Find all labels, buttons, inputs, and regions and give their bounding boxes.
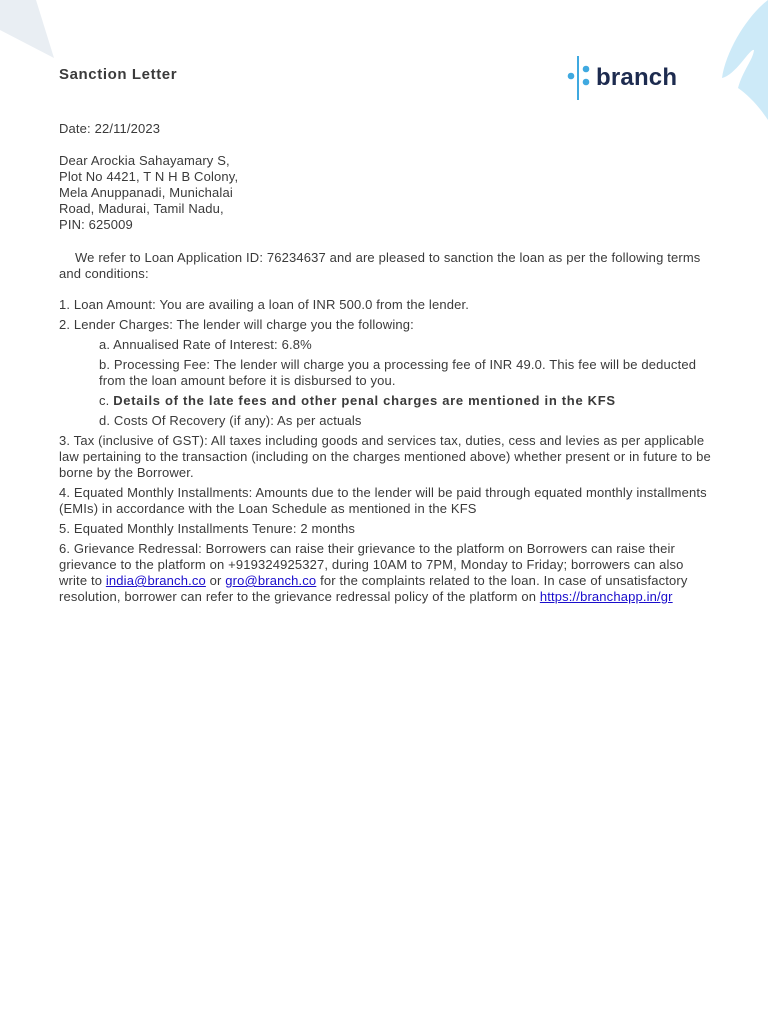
term-penal-prefix: c. [99, 393, 114, 408]
term-tax: 3. Tax (inclusive of GST): All taxes including goods and services tax, duties, cess and levies as per applicable law pertaining to the transaction (including on the charges mentioned above) whether present or in future to be borne by the Borrower. [59, 433, 711, 480]
page-title: Sanction Letter [59, 66, 178, 83]
term-penal-charges [59, 393, 712, 409]
address-line: Plot No 4421, T N H B Colony, [59, 169, 239, 184]
recipient-address [59, 153, 238, 233]
grievance-text: 6. Grievance Redressal: Borrowers can raise their grievance to the platform on Borrowers can raise their grievance to the platform on +919324925327, during 10AM to 7PM, Monday to Friday; borrowers can also write to [59, 541, 684, 588]
term-lender-charges: 2. Lender Charges: The lender will charge you the following: [59, 317, 414, 332]
branch-logo-icon [566, 56, 594, 100]
term-loan-amount: 1. Loan Amount: You are availing a loan of INR 500.0 from the lender. [59, 297, 470, 312]
grievance-or: or [205, 573, 226, 588]
address-line: Mela Anuppanadi, Munichalai [59, 185, 233, 200]
term-grievance [59, 541, 712, 605]
corner-decoration-right [708, 0, 768, 125]
term-recovery-costs: d. Costs Of Recovery (if any): As per actuals [99, 413, 362, 428]
address-line: Road, Madurai, Tamil Nadu, [59, 201, 224, 216]
term-interest-rate: a. Annualised Rate of Interest: 6.8% [99, 337, 312, 352]
grievance-policy-link[interactable]: https://branchapp.in/gr [539, 589, 673, 604]
grievance-text-cont: for the complaints related to the loan. In case of unsatisfactory resolution, borrower can refer to the grievance redressal policy of the platform on [59, 573, 688, 604]
gro-email-link[interactable]: gro@branch.co [225, 573, 317, 588]
term-penal-note: Details of the late fees and other penal charges are mentioned in the KFS [113, 393, 616, 408]
intro-paragraph: We refer to Loan Application ID: 76234637 and are pleased to sanction the loan as per the following terms and conditions: [59, 250, 701, 281]
address-line: PIN: 625009 [59, 217, 133, 232]
branch-logo-text: branch [596, 64, 678, 91]
india-email-link[interactable]: india@branch.co [105, 573, 206, 588]
terms-list [59, 297, 712, 609]
address-line: Dear Arockia Sahayamary S, [59, 153, 230, 168]
branch-logo [566, 56, 677, 100]
term-emi: 4. Equated Monthly Installments: Amounts due to the lender will be paid through equated monthly installments (EMIs) in accordance with the Loan Schedule as mentioned in the KFS [59, 485, 707, 516]
corner-decoration-left [0, 0, 60, 62]
letter-date: Date: 22/11/2023 [59, 121, 161, 136]
term-processing-fee: b. Processing Fee: The lender will charge you a processing fee of INR 49.0. This fee will be deducted from the loan amount before it is disbursed to you. [99, 357, 697, 388]
term-emi-tenure: 5. Equated Monthly Installments Tenure: 2 months [59, 521, 356, 536]
